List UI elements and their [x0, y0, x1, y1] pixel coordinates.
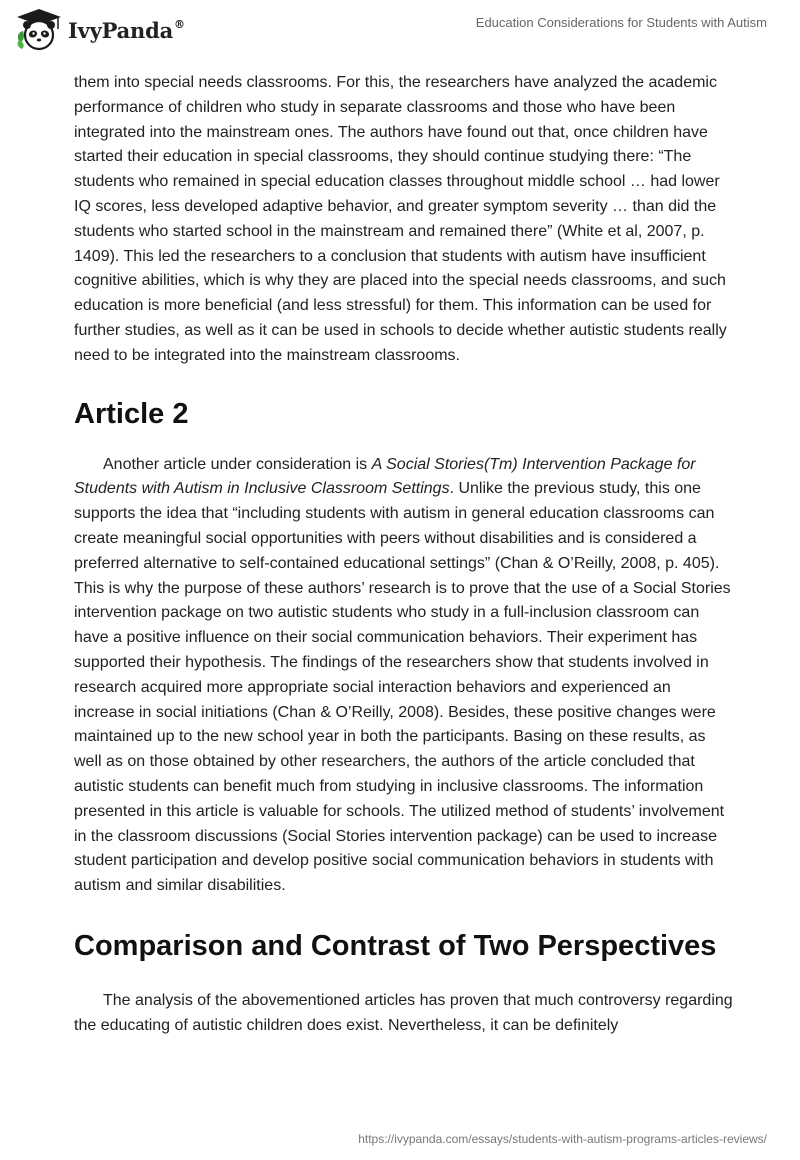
- source-url[interactable]: https://ivypanda.com/essays/students-with-autism-programs-articles-reviews/: [358, 1132, 767, 1146]
- essay-content: [74, 71, 734, 1039]
- paragraph-2-body: . Unlike the previous study, this one supports the idea that “including students with autism in general education classrooms can create meaningful social opportunities with peers without disabilities and is considered a preferred alternative to self-contained educational settings” (Chan & O’Reilly, 2008, p. 405). This is why the purpose of these authors’ research is to prove that the use of a Social Stories intervention package on two autistic students who study in a full-inclusion classroom can have a positive influence on their social communication behaviors. Their experiment has supported their hypothesis. The findings of the researchers show that students involved in research acquired more appropriate social interaction behaviors and experienced an increase in social initiations (Chan & O’Reilly, 2008). Besides, these positive changes were maintained up to the new school year in both the participants. Basing on these results, as well as on those obtained by other researchers, the authors of the article concluded that autistic students can benefit much from studying in inclusive classrooms. The information presented in this article is valuable for schools. The utilized method of students’ involvement in the classroom discussions (Social Stories intervention package) can be used to increase student participation and develop positive social communication behaviors in students with autism and similar disabilities.: [74, 480, 731, 895]
- registered-mark: ®: [174, 17, 185, 31]
- article-title-italic: A Social Stories(Tm) Intervention Package for Students with Autism in Inclusive Classroom Settings: [74, 455, 696, 498]
- document-title: Education Considerations for Students with Autism: [475, 15, 767, 30]
- paragraph-2: [74, 453, 734, 899]
- paragraph-2-intro: Another article under consideration is: [103, 455, 372, 473]
- heading-article-2: Article 2: [74, 397, 189, 430]
- heading-comparison: Comparison and Contrast of Two Perspectives: [74, 929, 717, 962]
- logo-text: IvyPanda®: [68, 17, 185, 43]
- paragraph-1: them into special needs classrooms. For this, the researchers have analyzed the academic performance of children who study in separate classrooms and those who have been integrated into the mainstream ones. The authors have found out that, once children have started their education in special classrooms, they should continue studying there: “The students who remained in special education classes throughout middle school … had lower IQ scores, less developed adaptive behavior, and greater symptom severity … than did the students who started school in the mainstream and remained there” (White et al, 2007, p. 1409). This led the researchers to a conclusion that students with autism have insufficient cognitive abilities, which is why they are placed into the special needs classrooms, and such education is more beneficial (and less stressful) for them. This information can be used for further studies, as well as it can be used in schools to decide whether autistic students really need to be integrated into the mainstream classrooms.: [74, 74, 727, 364]
- panda-graduate-icon: [14, 7, 64, 53]
- page-header: [0, 0, 800, 60]
- ivypanda-logo[interactable]: [14, 7, 185, 53]
- paragraph-3: The analysis of the abovementioned articles has proven that much controversy regarding the educating of autistic children does exist. Nevertheless, it can be definitely: [74, 991, 733, 1034]
